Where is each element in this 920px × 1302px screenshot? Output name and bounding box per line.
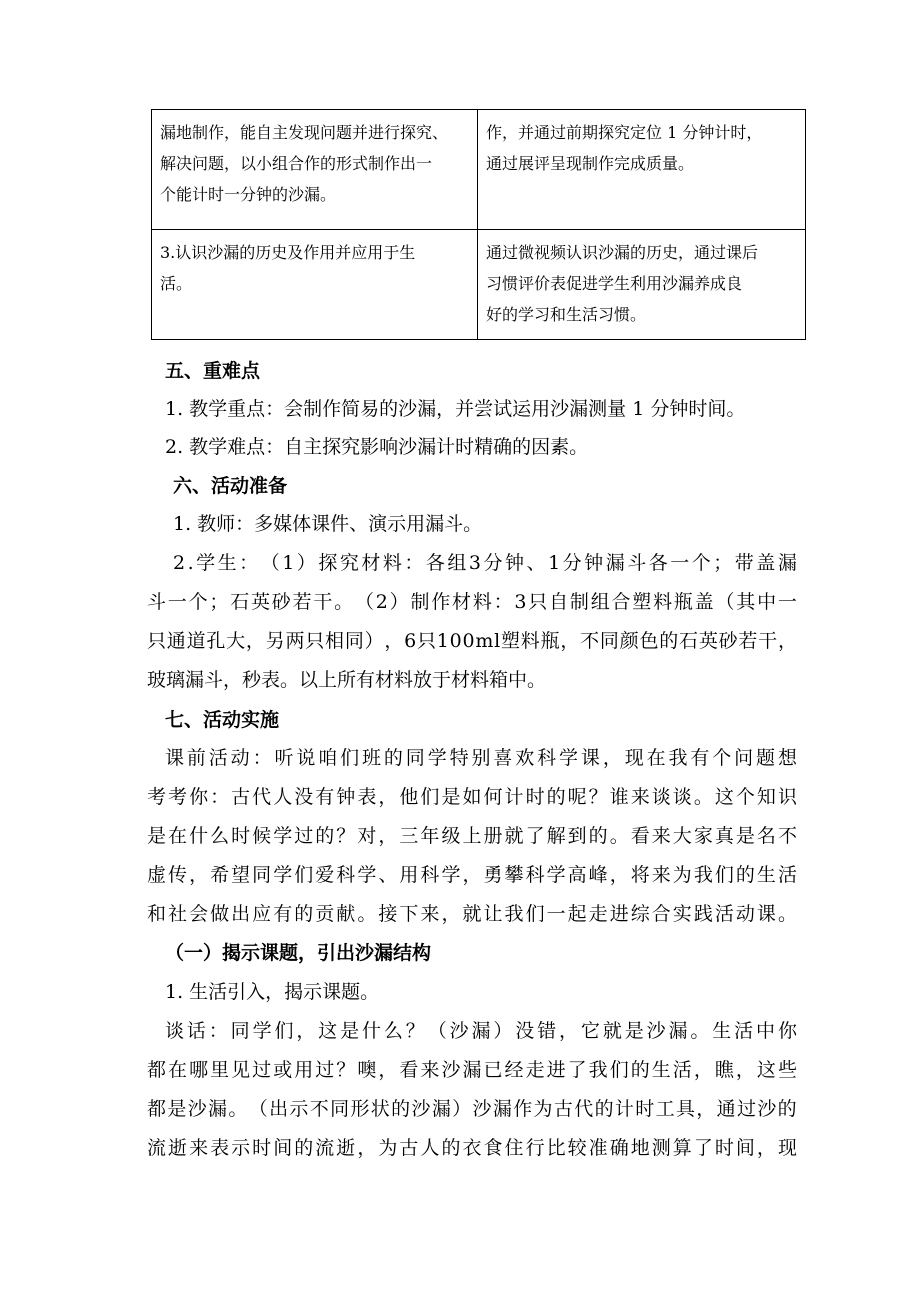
table-row	[152, 110, 806, 230]
talk-line: 谈 话 ： 同 学 们 ， 这 是 什 么 ？ （ 沙 漏 ） 没 错 ， 它 就 是 沙 漏 。 生 活 中 你	[165, 1020, 797, 1042]
pre-activity-line: 是 在 什 么 时 候 学 过 的 ？ 对 ， 三 年 级 上 册 就 了 解 到 的 。 看 来 大 家 真 是 名 不	[147, 825, 797, 847]
cell-line: 好的学习和生活习惯。	[486, 305, 647, 324]
table-cell-method	[478, 230, 806, 340]
table-row	[152, 230, 806, 340]
section-heading-preparation: 六、活动准备	[173, 475, 288, 497]
student-preparation-line: 2 . 学 生 ： （ 1 ） 探 究 材 料 ： 各 组 3 分 钟 、 1 分 钟 漏 斗 各 一 个 ； 带 盖 漏	[173, 552, 797, 574]
table-cell-goal	[152, 110, 478, 230]
key-point-paragraph: 1. 教学重点：会制作简易的沙漏，并尝试运用沙漏测量 1 分钟时间。	[165, 398, 746, 420]
cell-line: 作，并通过前期探究定位 1 分钟计时，	[486, 123, 763, 142]
cell-line: 解决问题，以小组合作的形式制作出一	[160, 154, 433, 173]
student-preparation-line: 斗 一 个 ； 石 英 砂 若 干 。 （ 2 ） 制 作 材 料 ： 3 只 自 制 组 合 塑 料 瓶 盖 （ 其 中 一	[147, 591, 797, 613]
cell-line: 通过展评呈现制作完成质量。	[486, 154, 695, 173]
objectives-table	[151, 109, 806, 340]
cell-line: 3.认识沙漏的历史及作用并应用于生	[160, 243, 416, 262]
cell-line: 个能计时一分钟的沙漏。	[160, 185, 337, 204]
talk-line: 都 在 哪 里 见 过 或 用 过 ？ 噢 ， 看 来 沙 漏 已 经 走 进 了 我 们 的 生 活 ， 瞧 ， 这 些	[147, 1059, 797, 1081]
cell-line: 通过微视频认识沙漏的历史，通过课后	[486, 243, 759, 262]
table-cell-goal	[152, 230, 478, 340]
talk-line: 都 是 沙 漏 。 （ 出 示 不 同 形 状 的 沙 漏 ） 沙 漏 作 为 古 代 的 计 时 工 具 ， 通 过 沙 的	[147, 1098, 797, 1120]
cell-line: 漏地制作，能自主发现问题并进行探究、	[160, 123, 449, 142]
pre-activity-line: 虚 传 ， 希 望 同 学 们 爱 科 学 、 用 科 学 ， 勇 攀 科 学 高 峰 ， 将 来 为 我 们 的 生 活	[147, 864, 797, 886]
pre-activity-line: 和 社 会 做 出 应 有 的 贡 献 。 接 下 来 ， 就 让 我 们 一 起 走 进 综 合 实 践 活 动 课 。	[147, 903, 797, 925]
pre-activity-line: 考 考 你 ： 古 代 人 没 有 钟 表 ， 他 们 是 如 何 计 时 的 呢 ？ 谁 来 谈 谈 。 这 个 知 识	[147, 786, 797, 808]
sub-heading-reveal-topic: （一）揭示课题，引出沙漏结构	[165, 942, 432, 964]
section-heading-key-points: 五、重难点	[165, 360, 261, 382]
section-heading-implementation: 七、活动实施	[165, 709, 280, 731]
difficult-point-paragraph: 2. 教学难点：自主探究影响沙漏计时精确的因素。	[165, 436, 589, 458]
student-preparation-line: 只 通 道 孔 大 ， 另 两 只 相 同 ） ， 6 只 1 0 0 m l 塑 料 瓶 ， 不 同 颜 色 的 石 英 砂 若 干 ，	[147, 630, 797, 652]
teacher-preparation: 1. 教师：多媒体课件、演示用漏斗。	[173, 513, 483, 535]
talk-line: 流 逝 来 表 示 时 间 的 流 逝 ， 为 古 人 的 衣 食 住 行 比 较 准 确 地 测 算 了 时 间 ， 现	[147, 1137, 797, 1159]
pre-activity-line: 课 前 活 动 ： 听 说 咱 们 班 的 同 学 特 别 喜 欢 科 学 课 ， 现 在 我 有 个 问 题 想	[165, 747, 797, 769]
cell-line: 习惯评价表促进学生利用沙漏养成良	[486, 274, 743, 293]
cell-line: 活。	[160, 274, 193, 293]
item-life-intro: 1. 生活引入，揭示课题。	[165, 981, 380, 1003]
table-cell-method	[478, 110, 806, 230]
student-preparation-line: 玻璃漏斗，秒表。以上所有材料放于材料箱中。	[147, 669, 547, 691]
